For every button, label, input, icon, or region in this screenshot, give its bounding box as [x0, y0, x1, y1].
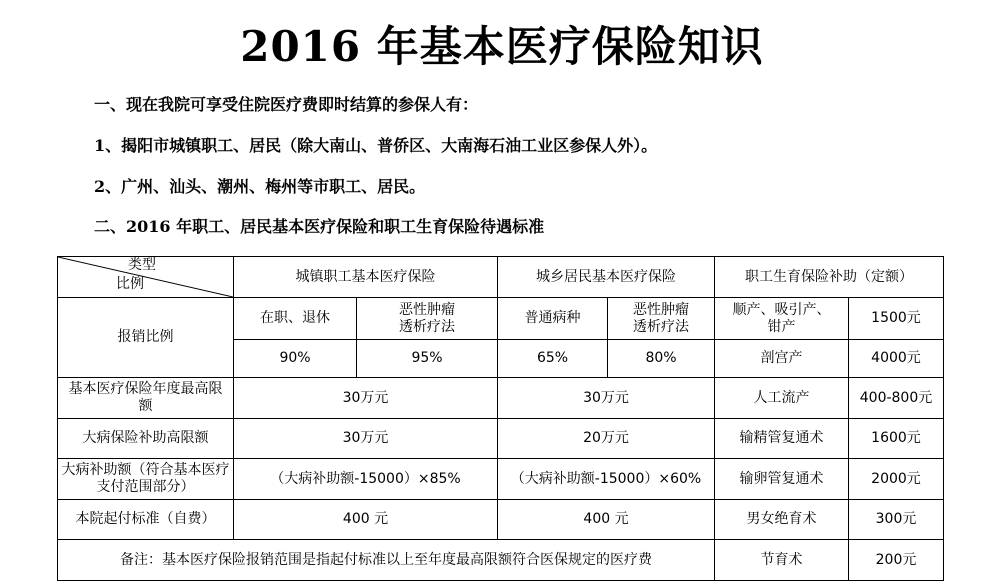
maternity-item-name: 男女绝育术	[715, 500, 849, 540]
maternity-item-amount: 400-800元	[849, 378, 944, 419]
corner-type-label: 类型	[128, 257, 156, 273]
row-employee-value: 400 元	[234, 500, 498, 540]
subheader-employee-special: 恶性肿瘤 透析疗法	[357, 298, 498, 340]
row-resident-value: （大病补助额-15000）×60%	[498, 459, 715, 500]
maternity-item-amount: 200元	[849, 540, 944, 581]
rate-employee-normal: 90%	[234, 340, 357, 378]
section-heading-2: 二、2016 年职工、居民基本医疗保险和职工生育保险待遇标准	[94, 217, 545, 236]
table-note: 备注：基本医疗保险报销范围是指起付标准以上至年度最高限额符合医保规定的医疗费	[58, 540, 715, 581]
maternity-item-amount: 1600元	[849, 419, 944, 459]
rate-resident-normal: 65%	[498, 340, 608, 378]
row-resident-value: 20万元	[498, 419, 715, 459]
maternity-item-amount: 300元	[849, 500, 944, 540]
maternity-item-amount: 1500元	[849, 298, 944, 340]
item-1: 1、揭阳市城镇职工、居民（除大南山、普侨区、大南海石油工业区参保人外）。	[94, 136, 658, 155]
item-2: 2、广州、汕头、潮州、梅州等市职工、居民。	[94, 177, 426, 196]
row-resident-value: 400 元	[498, 500, 715, 540]
row-employee-value: （大病补助额-15000）×85%	[234, 459, 498, 500]
reimbursement-label: 报销比例	[58, 298, 234, 378]
insurance-table	[57, 256, 944, 581]
subheader-employee-normal: 在职、退休	[234, 298, 357, 340]
row-label: 基本医疗保险年度最高限 额	[58, 378, 234, 419]
header-urban-employee: 城镇职工基本医疗保险	[234, 257, 498, 298]
row-resident-value: 30万元	[498, 378, 715, 419]
maternity-item-name: 顺产、吸引产、 钳产	[715, 298, 849, 340]
corner-ratio-label: 比例	[116, 276, 144, 292]
maternity-item-amount: 4000元	[849, 340, 944, 378]
section-heading-1: 一、现在我院可享受住院医疗费即时结算的参保人有：	[94, 95, 479, 114]
page-title: 2016 年基本医疗保险知识	[240, 22, 764, 71]
row-label: 大病保险补助高限额	[58, 419, 234, 459]
maternity-item-name: 输卵管复通术	[715, 459, 849, 500]
corner-header	[58, 257, 234, 298]
header-maternity: 职工生育保险补助（定额）	[715, 257, 944, 298]
row-employee-value: 30万元	[234, 419, 498, 459]
rate-employee-special: 95%	[357, 340, 498, 378]
rate-resident-special: 80%	[608, 340, 715, 378]
header-urban-rural: 城乡居民基本医疗保险	[498, 257, 715, 298]
subheader-resident-normal: 普通病种	[498, 298, 608, 340]
maternity-item-name: 节育术	[715, 540, 849, 581]
row-employee-value: 30万元	[234, 378, 498, 419]
maternity-item-name: 输精管复通术	[715, 419, 849, 459]
maternity-item-amount: 2000元	[849, 459, 944, 500]
subheader-resident-special: 恶性肿瘤 透析疗法	[608, 298, 715, 340]
maternity-item-name: 剖宫产	[715, 340, 849, 378]
row-label: 本院起付标准（自费）	[58, 500, 234, 540]
row-label: 大病补助额（符合基本医疗 支付范围部分）	[58, 459, 234, 500]
maternity-item-name: 人工流产	[715, 378, 849, 419]
